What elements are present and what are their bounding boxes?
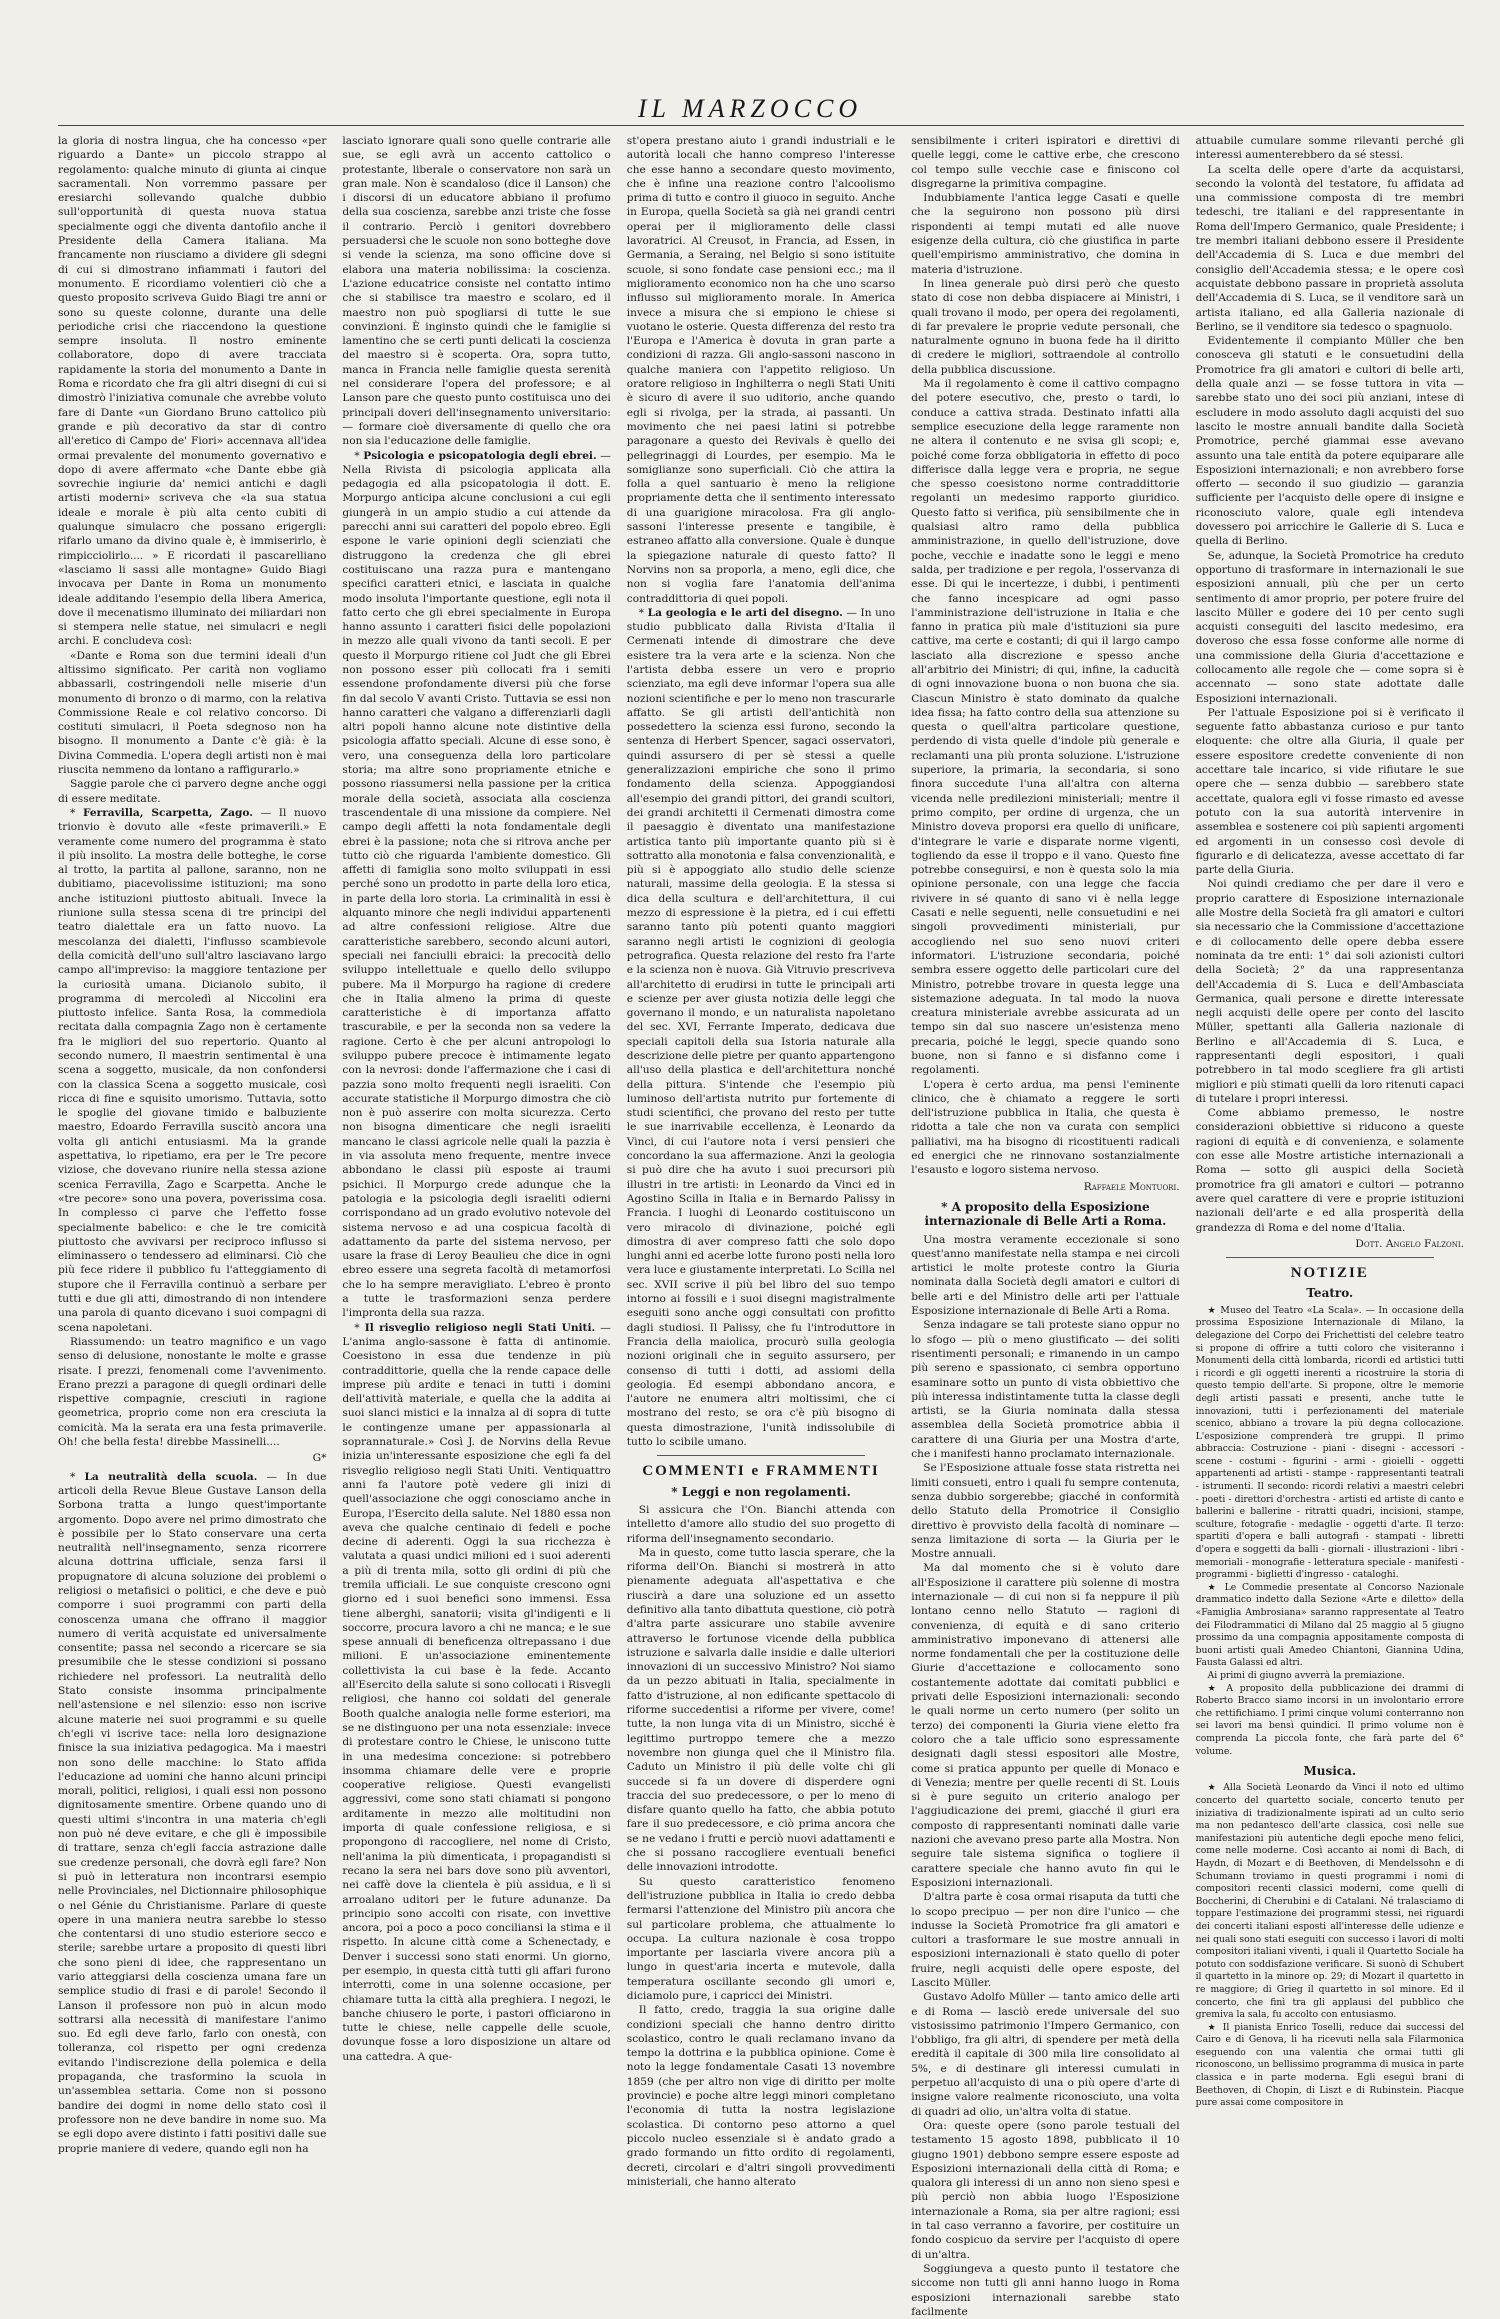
article-entry: * La geologia e le arti del disegno. — In uno studio pubblicato dalla Rivista d'Italia il Cermenati intende di dimostrare che deve esistere tra la vera arte e la scienza. Non che l'artista debba essere un vero e proprio scienziato, ma egli deve informar l'opera sua alle nozioni scientifiche e per lo meno non trascurarle affatto. Se gli artisti dell'antichità non possedettero la scienza essi furono, secondo la sentenza di Herbert Spencer, sagaci osservatori, quindi assursero di per sè stessi a quelle generalizzazioni empiriche che sono il primo fondamento della scienza. Appoggiandosi all'esempio dei grandi pittori, dei grandi scultori, dei grandi architetti il Cermenati dimostra come il paesaggio è diventato una manifestazione artistica tanto più importante quanto più si è sottratto alla monotonia e falsa convenzionalità, e più si è appoggiato allo studio delle scienze naturali, massime della geologia. E la stessa si dica della scultura e dell'architettura, il cui mezzo di espressione è la pietra, ed i cui effetti saranno tanto più potenti quanto maggiori saranno negli artisti le cognizioni di geologia petrografica. Questa relazione del resto fra l'arte e la scienza non è nuova. Già Vitruvio prescriveva all'architetto di erudirsi in tutte le principali arti e scienze per aver giusta notizia delle leggi che governano il mondo, e un naturalista napoletano del sec. XVI, Ferrante Imperato, dedicava due speciali capitoli della sua Istoria naturale alla descrizione delle pietre per quanto appartengono all'uso della plastica e dell'architettura nonché della pittura. S'intende che l'esempio più luminoso dell'artista nutrito pur fortemente di studi scientifici, che provano del resto per tutte le sue inarrivabile eccellenza, è Leonardo da Vinci, di cui l'autore nota i versi pensieri che concordano la sua affermazione. Anzi la geologia si può dire che ha avuto i suoi precursori più illustri in tre artisti: in Leonardo da Vinci ed in Agostino Scilla in Italia e in Bernardo Palissy in Francia. I luoghi di Leonardo costituiscono un vero miracolo di divinazione, poiché egli dimostra di aver compreso fatti che solo dopo lunghi anni ed acerbe lotte furono posti nella loro vera luce e giustamente interpretati. Lo Scilla nel sec. XVII scrive il più bel libro del suo tempo intorno ai fossili e i suoi disegni magistralmente eseguiti sono anche oggi consultati con profitto dagli studiosi. Il Palissy, che fu l'introduttore in Francia della maiolica, procurò sulla geologia nozioni originali che in seguito assursero, per consenso di tutti i dotti, ad assiomi della geologia. Ed esempi abbondano ancora, e l'autore ne enumera altri moltissimi, che ci mostrano del resto, se ora c'è più bisogno di questa dimostrazione, l'unità indissolubile di tutto lo scibile umano. — [626, 606, 896, 1449]
section-heading: NOTIZIE — [1290, 1265, 1369, 1282]
news-item: ★ A proposito della pubblicazione dei drammi di Roberto Bracco siamo incorsi in un involontario errore che rettifichiamo. I primi cinque volumi conterranno non sei lavori ma bensì quindici. Il primo volume non è comprenda La piccola fonte, che farà parte del 6° volume. — [1195, 1682, 1464, 1757]
paragraph: — Il nuovo trionvio è dovuto alle «feste primaverili.» E veramente come numero del programma è stato il più insolito. La mostra delle botteghe, le corse al trotto, la partita al pallone, saranno, non ne dubitiamo, piacevolissime istituzioni; ma sono anche istituzioni piuttosto abituali. Invece la riunione sulla stessa scena di tre principi del teatro dialettale era un fatto nuovo. La mescolanza dei dialetti, l'influsso scambievole della comicità dell'uno sull'altro lasciavano largo campo all'impreviso: la maggiore tentazione per la curiosità umana. Dicianolo subito, il programma di mercoledì al Niccolini era piuttosto infelice. Santa Rosa, la commediola recitata dalla compagnia Zago non è certamente fra le migliori del suo repertorio. Quanto al secondo numero, Il maestrin sentimental è una scena a soggetto, musicale, da non confondersi con la classica Scena a soggetto musicale, così ricca di fine e squisito umorismo. Tuttavia, sotto le spoglie del giovane timido e balbuziente maestro, Edoardo Ferravilla suscitò ancora una volta gli antichi entusiasmi. Ma la grande aspettativa, lo ripetiamo, era per le Tre pecore viziose, che dovevano riunire nella stessa azione scenica Ferravilla, Zago e Scarpetta. Anche le «tre pecore» sono una povera, poverissima cosa. In complesso ci parve che l'effetto fosse specialmente babelico: e che le tre comicità piuttosto che avvivarsi per reciproco influsso si eliminassero o tendessero ad eliminarsi. Ciò che più fece ridere il pubblico fu l'atteggiamento di stupore che il Ferravilla continuò a serbare per tutti e due gli atti, dimostrando di non intendere una parola di quanto dicevano i suoi compagni di scena napoletani. — [58, 806, 327, 1334]
paragraph: Su questo caratteristico fenomeno dell'istruzione pubblica in Italia io credo debba fermarsi l'attenzione del Ministro più ancora che sul particolare problema, che attualmente lo occupa. La cultura nazionale è cosa troppo importante per lasciarla vivere ancora più a lungo in quest'aria incerta e mutevole, dalla temperatura oscillante secondo gli umori e, diciamolo pure, i capricci dei Ministri. — [626, 1875, 896, 2002]
paragraph: — In due articoli della Revue Bleue Gustave Lanson della Sorbona tratta a lungo quest'importante argomento. Dopo avere nel primo dimostrato che è possibile per lo Stato conservare una certa neutralità nell'insegnamento, senza ricorrere alcuna dottrina ufficiale, senza farsi il propugnatore di alcuna soluzione dei problemi o religiosi o metafisici o politici, e che deve e può comporre i suoi programmi con parti della conoscenza umana che offrano il maggior numero di verità acquistate ed universalmente consentite; passa nel secondo a ricercare se sia presumibile che le stesse condizioni si possano richiedere nel professori. La neutralità dello Stato consiste insomma principalmente nell'astensione e nel silenzio: esso non iscrive alcune materie nei suoi programmi e su quelle ch'egli vi iscrive tace: nella loro designazione finisce la sua iniziativa pedagogica. Ma i maestri non sono delle macchine: lo Stato affida l'educazione ad uomini che hanno alcuni principi morali, politici, religiosi, i quali essi non possono dignitosamente smentire. Orbene quando uno di questi ultimi s'incontra in una materia ch'egli non può né deve evitare, e che gli è impossibile di trattare, senza ch'egli faccia astrazione dalle sue credenze personali, che dovrà egli fare? Non si può in letteratura non incontrarsi esempio nelle Provinciales, nel Dictionnaire philosophique o nel Génie du Christianisme. Parlare di queste opere in una maniera neutra sarebbe lo stesso che contentarsi di uno studio esteriore secco e sterile; sarebbe urtare a proposito di questi libri che sono pieni di idee, che rappresentano un vario atteggiarsi della coscienza umana fare un semplice studio di frasi e di parole! Secondo il Lanson il professore non può in alcun modo sottrarsi alla necessità di manifestare l'animo suo. Ed egli deve farlo, farlo con onestà, con tolleranza, col rispetto per ogni credenza evitando l'indiscrezione della polemica e della propaganda, che trasformino la scuola in un'assemblea settaria. Come non si possono bandire dei dogmi in nome dello stato così il professore non ne deve bandire in nome suo. Ma se egli dopo avere distinto i fatti positivi dalle sue proprie maniere di vedere, quando egli non ha — [58, 1470, 327, 2155]
article-heading: * Leggi e non regolamenti. — [671, 1484, 851, 1499]
paragraph: D'altra parte è cosa ormai risaputa da tutti che lo scopo precipuo — per non dire l'unico — che indusse la Società Promotrice fra gli amatori e cultori a trasformare le sue mostre annuali in esposizioni internazionali è stato quello di poter fruire, negli acquisti delle opere esposte, del Lascito Müller. — [911, 1891, 1180, 1989]
paragraph: Evidentemente il compianto Müller che ben conosceva gli statuti e le consuetudini della Promotrice fra gli amatori e cultori di belle arti, della quale anzi — se fosse tuttora in vita — sarebbe stato uno dei soci più anziani, intese di escludere in modo assoluto dagli acquisti del suo lascito le mostre annuali bandite dalla Società Promotrice, perché giammai esse avevano assunto una tale entità da potere equiparare alle Esposizioni internazionali; e non avrebbero forse offerto — secondo il suo giudizio — garanzia sufficiente per l'acquisto delle opere di insigne e riconosciuto valore, quale egli intendeva dovessero poi arricchire le Gallerie di S. Luca e quella di Berlino. — [1195, 335, 1464, 548]
signature: Raffaele Montuori. — [1083, 1180, 1180, 1193]
column-3 — [627, 134, 895, 2319]
column-5 — [1196, 134, 1464, 2319]
column-4 — [911, 134, 1179, 2319]
section-divider — [1226, 1257, 1434, 1258]
paragraph: Per l'attuale Esposizione poi si è verificato il seguente fatto abbastanza curioso e pur tanto eloquente: che oltre alla Giuria, il quale per essere espositore credette conveniente di non accettare tale incarico, si vide rifiutare le sue opere che — senza dubbio — sarebbero state accettate, qualora egli vi fosse rimasto ed avesse potuto con la sua autorità intervenire in assemblea e sostenere coi più sapienti argomenti ed argomenti in un consesso così devole di figurarlo e di delicatezza, avesse accettato di far parte della Giuria. — [1195, 706, 1464, 877]
paragraph: Riassumendo: un teatro magnifico e un vago senso di delusione, nonostante le molte e grasse risate. I prezzi, fenomenali come l'avvenimento. Erano prezzi a paragone di quegli ordinari delle rispettive compagnie, cresciuti in ragione geometrica, proprio come non era cresciuta la comicità. Ma la serata era una festa primaverile. Oh! che bella festa! direbbe Massinelli.... — [58, 1335, 327, 1449]
paragraph: Senza indagare se tali proteste siano oppur no lo sfogo — più o meno giustificato — dei soliti risentimenti personali; e rimanendo in un campo più sereno e spassionato, ci sembra opportuno esaminare sotto un punto di vista obbiettivo che più interessa indistintamente tutta la classe degli artisti, se la Giuria nominata dalla stessa assemblea della Società promotrice abbia il carattere di una Giuria per una Mostra d'arte, che i manifesti hanno proclamato internazionale. — [911, 1319, 1180, 1461]
paragraph: La scelta delle opere d'arte da acquistarsi, secondo la volontà del testatore, fu affidata ad una commissione composta di tre membri tedeschi, tre italiani e del rappresentante in Roma dell'Impero Germanico, quale Presidente; i tre membri italiani debbono essere il Presidente dell'Accademia di S. Luca e due membri del consiglio dell'Accademia stessa; e le opere così acquistate debbono passare in proprietà assoluta dell'Accademia di S. Luca, se il venditore sarà un artista italiano, ed alla Galleria nazionale di Berlino, se il venditore sia tedesco o spagnuolo. — [1195, 163, 1464, 333]
paragraph: Se l'Esposizione attuale fosse stata ristretta nei limiti consueti, entro i quali fu sempre contenuta, senza dubbio sorgerebbe; giacché in conformità dello Statuto della Promotrice il Consiglio direttivo è provvisto della facoltà di nominare — senza limitazione di sorta — la Giuria per le Mostre annuali. — [911, 1462, 1180, 1561]
article-heading: Psicologia e psicopatologia degli ebrei. — [363, 449, 597, 462]
paragraph: Saggie parole che ci parvero degne anche oggi di essere meditate. — [58, 778, 327, 805]
paragraph: attuabile cumulare somme rilevanti perché gli interessi aumenterebbero da sé stessi. — [1195, 135, 1464, 162]
news-item: ★ Le Commedie presentate al Concorso Nazionale drammatico indetto dalla Sezione «Arte e diletto» della «Famiglia Ambrosiana» saranno rappresentate al Teatro dei Filodrammatici di Milano dal 25 maggio al 5 giugno prossimo da una compagnia appositamente composta di buoni artisti quali Amedeo Chiantoni, Giannina Udina, Fausta Galassi ed altri. — [1195, 1581, 1464, 1669]
paragraph: Ma dal momento che si è voluto dare all'Esposizione il carattere più solenne di mostra internazionale — di cui non si fa neppure il più lontano cenno nello Statuto — ragioni di convenienza, di equità e di sano criterio amministrativo imponevano di attenersi alle norme fondamentali che per la costituzione delle Giurie d'accettazione e collocamento sono costantemente adottate dai comitati pubblici e privati delle Esposizioni internazionali: secondo le quali norme un certo numero (per solito un terzo) dei componenti la Giuria viene eletto fra coloro che a tale ufficio sono espressamente designati dagli stessi espositori alle Mostre, come si pratica appunto per quelle di Monaco e di Venezia; mentre per quelle recenti di St. Louis si è pure seguito un criterio analogo per l'aggiudicazione dei premi, giacché il giuri era composto di rappresentanti nominati dalle varie nazioni che avevano preso parte alla Mostra. Non seguire tale sistema significa o togliere il carattere speciale che hanno avuto fin qui le Esposizioni internazionali. — [911, 1562, 1180, 1889]
news-item: ★ Museo del Teatro «La Scala». — In occasione della prossima Esposizione Internazionale di Milano, la delegazione del Corpo dei Frichettisti del celebre teatro si propone di offrire a tutti coloro che visiteranno i Monumenti della città lombarda, ricordi ed artistici tutti i ricordi e gli oggetti inerenti a ricostruire la storia di questo tempio dell'arte. Si propone, oltre le memorie degli artisti passati e presenti, anche tutte le innovazioni, tutti i perfezionamenti del materiale scenico, abbiano a trovare la più degna collocazione. L'esposizione comprenderà tre gruppi. Il primo abbraccia: Costruzione - piani - disegni - accessori - scene - costumi - figurini - armi - gioielli - oggetti appartenenti ad artisti - stampe - rappresentanti teatrali - istrumenti. Il secondo: ricordi relativi a maestri celebri - poeti - direttori d'orchestra - artisti ed artiste di canto e ballerini e ballerine - ritratti quadri, incisioni, stampe, sculture, fotografie - medaglie - oggetti d'arte. Il terzo: spartiti d'opera e balli autografi - stampati - libretti d'opera e soggetti da balli - giornali - illustrazioni - libri - memoriali - monografie - letteratura speciale - manifesti - programmi - biglietti d'ingresso - cataloghi. — [1195, 1304, 1464, 1581]
paragraph: Una mostra veramente eccezionale si sono quest'anno manifestate nella stampa e nei circoli artistici le molte proteste contro la Giuria nominata dalla Società degli amatori e cultori di belle arti e del Ministro delle arti per l'attuale Esposizione internazionale di Belle Arti a Roma. — [911, 1233, 1180, 1318]
paragraph: Ai primi di giugno avverrà la premiazione. — [1207, 1669, 1405, 1681]
paragraph: L'opera è certo ardua, ma pensi l'eminente clinico, che è chiamato a reggere le sorti dell'istruzione pubblica in Italia, che questa è ridotta a tale che non va curata con semplici palliativi, ma ha bisogno di ricostituenti radicali ed energici che ne rinnovano sostanzialmente l'esausto e logoro sistema nervoso. — [911, 1078, 1180, 1177]
article-entry: * Ferravilla, Scarpetta, Zago. — Il nuovo trionvio è dovuto alle «feste primaverili.» E veramente come numero del programma è stato il più insolito. La mostra delle botteghe, le corse al trotto, la partita al pallone, saranno, non ne dubitiamo, piacevolissime istituzioni; ma sono anche istituzioni piuttosto abituali. Invece la riunione sulla stessa scena di tre principi del teatro dialettale era un fatto nuovo. La mescolanza dei dialetti, l'influsso scambievole della comicità dell'uno sull'altro lasciavano largo campo all'impreviso: la maggiore tentazione per la curiosità umana. Dicianolo subito, il programma di mercoledì al Niccolini era piuttosto infelice. Santa Rosa, la commediola recitata dalla compagnia Zago non è certamente fra le migliori del suo repertorio. Quanto al secondo numero, Il maestrin sentimental è una scena a soggetto, musicale, da non confondersi con la classica Scena a soggetto musicale, così ricca di fine e squisito umorismo. Tuttavia, sotto le spoglie del giovane timido e balbuziente maestro, Edoardo Ferravilla suscitò ancora una volta gli antichi entusiasmi. Ma la grande aspettativa, lo ripetiamo, era per le Tre pecore viziose, che dovevano riunire nella stessa azione scenica Ferravilla, Zago e Scarpetta. Anche le «tre pecore» sono una povera, poverissima cosa. In complesso ci parve che l'effetto fosse specialmente babelico: e che le tre comicità piuttosto che avvivarsi per reciproco influsso si eliminassero o tendessero ad eliminarsi. Ciò che più fece ridere il pubblico fu l'atteggiamento di stupore che il Ferravilla continuò a serbare per tutti e due gli atti, dimostrando di non intendere una parola di quanto dicevano i suoi compagni di scena napoletani. — [58, 806, 327, 1334]
article-heading: Il risveglio religioso negli Stati Uniti. — [364, 1321, 596, 1334]
article-heading: Ferravilla, Scarpetta, Zago. — [82, 806, 253, 819]
column-2 — [342, 134, 610, 2319]
paragraph: Ora: queste opere (sono parole testuali del testamento 15 agosto 1898, pubblicato il 10 giugno 1901) debbono sempre essere esposte ad Esposizioni internazionali della città di Roma; e qualora gli interessi di un anno non sieno spesi e più perciò non abbia luogo l'Esposizione internazionale a Roma, sia per altre ragioni; essi in tal caso verranno a favorire, per costituire un fondo cospicuo da servire per l'acquisto di opere di un'altra. — [911, 2119, 1180, 2261]
paragraph: Ma in questo, come tutto lascia sperare, che la riforma dell'On. Bianchi si mostrerà in atto pienamente adeguata all'aspettativa e che riuscirà a dare una soluzione ed un assetto definitivo alla tanto dibattuta questione, ciò potrà d'altra parte assicurare uno stabile avvenire attraverso le fortunose vicende della pubblica istruzione e salvarla dalle insidie e dalle ulteriori innovazioni di un successivo Ministro? Noi siamo da un pezzo abituati in Italia, specialmente in fatto d'istruzione, al non edificante spettacolo di riforme succedentisi a riforme per vivere, come! tutte, la non lunga vita di un Ministro, sicché è legittimo purtroppo temere che a mezzo novembre non giunga quel che il Ministro fila. Caduto un Ministro il più delle volte chi gli succede si fa un dovere di disperdere ogni traccia del suo predecessore, o per lo meno di disfare quanto quello ha fatto, che abbia potuto fare il suo predecessore, e ciò prima ancora che se ne vedano i frutti e perciò nuovi adattamenti e che si possano raccogliere eventuali benefici delle innovazioni introdotte. — [626, 1546, 896, 1874]
paragraph: Si assicura che l'On. Bianchi attenda con intelletto d'amore allo studio del suo progetto di riforma dell'insegnamento secondario. — [626, 1503, 896, 1545]
article-heading: * A proposito della Esposizione internazionale di Belle Arti a Roma. — [924, 1199, 1167, 1229]
paragraph: Indubbiamente l'antica legge Casati e quelle che la seguirono non possono più dirsi rispondenti ai tempi mutati ed alle nuove esigenze della cultura, ciò che giustifica in parte quell'empirismo amministrativo, che domina in materia d'istruzione. — [911, 192, 1180, 276]
paragraph: sensibilmente i criteri ispiratori e direttivi di quelle leggi, come le cattive erbe, che crescono col tempo sulle vecchie case e finiscono col disgregarne la primitiva compagine. — [911, 135, 1180, 190]
text-columns — [58, 134, 1464, 2318]
paragraph: st'opera prestano aiuto i grandi industriali e le autorità locali che hanno compreso l'interesse che esse hanno a secondare questo movimento, che è infine una reazione contro l'alcoolismo prima di tutto e contro il giuoco in seguito. Anche in Europa, quella Società sa già nei grandi centri operai per il miglioramento delle classi lavoratrici. Al Creusot, in Francia, ad Essen, in Germania, a Seraing, nel Belgio si sono istituite scuole, si sono fondate case pensioni ecc.; ma il miglioramento economico non ha che uno scarso influsso sul miglioramento morale. In America invece a misura che si empiono le chiese si vuotano le osterie. Questa differenza del resto tra l'Europa e l'America è dovuta in gran parte a condizioni di razza. Gli anglo-sassoni nascono in qualche maniera con l'appetito religioso. Un oratore religioso in Inghilterra o negli Stati Uniti è sicuro di avere il suo uditorio, anche quando egli si rivolga, per la strada, ai passanti. Un movimento che nei paesi latini si potrebbe paragonare a questo dei Revivals è quello dei pellegrinaggi di Lourdes, per esempio. Ma le somiglianze sono superficiali. Ciò che attira la folla a quel santuario è meno la religione propriamente detta che il sentimento interessato di una guarigione miracolosa. Fra gli anglo-sassoni l'interesse presente e tangibile, è estraneo affatto alla conversione. Quale è dunque la spiegazione naturale di questo fatto? Il Norvins non sa proporla, a meno, egli dice, che non si voglia fare l'anatomia dell'anima contraddittoria di quei popoli. — [626, 135, 896, 605]
section-divider — [657, 1455, 865, 1456]
section-heading: COMMENTI e FRAMMENTI — [642, 1463, 880, 1480]
article-entry: * Psicologia e psicopatologia degli ebrei. — Nella Rivista di psicologia applicata alla pedagogia ed alla psicopatologia il dott. E. Morpurgo anticipa alcune conclusioni a cui egli giungerà in un ampio studio a cui attende da parecchi anni sui caratteri del popolo ebreo. Egli espone le varie opinioni degli scienziati che distruggono la credenza che gli ebrei costituiscano una razza pura e mantengano specifici caratteri etnici, e lasciata in qualche modo insoluta l'importante questione, egli nota il fatto certo che gli ebrei specialmente in Europa hanno assunto i caratteri fisici delle popolazioni in mezzo alle quali vivono da tanti secoli. E per questo il Morpurgo ritiene col Judt che gli Ebrei non possono esser più collocati fra i semiti essendone profondamente diversi più che forse fin dal secolo V avanti Cristo. Tuttavia se essi non hanno caratteri che valgano a differenziarli dagli altri popoli hanno alcune note distintive della psicologia affatto speciali. Alcune di esse sono, è vero, una conseguenza della loro particolare storia; ma altre sono propriamente etniche e possono riassumersi nella passione per la critica morale della società, associata alla coscienza trascendentale di una missione da compiere. Nel campo degli affetti la nota fondamentale degli ebrei è la passione; nota che si ritrova anche per tutto ciò che riguarda l'ambiente domestico. Gli affetti di famiglia sono molto sviluppati in essi perché sono un prodotto in parte della loro etica, in parte della loro storia. La criminalità in essi è alquanto minore che negli individui appartenenti ad altre confessioni religiose. Altre due caratteristiche sarebbero, secondo alcuni autori, speciali nei fanciulli ebraici: la precocità dello sviluppo intellettuale e quello dello sviluppo pubere. Ma il Morpurgo ha ragione di credere che in Italia almeno la prima di queste caratteristiche è di importanza affatto trascurabile, e per la seconda non sa vedere la ragione. Certo è che per alcuni antropologi lo sviluppo pubere precoce è intimamente legato con la nevrosi: donde l'affermazione che i casi di pazzia sono molto frequenti negli israeliti. Con accurate statistiche il Morpurgo dimostra che ciò non è può asserire con molta sicurezza. Certo non bisogna dimenticare che negli israeliti mancano le classi agricole nelle quali la pazzia è in via assoluta meno frequente, mentre invece abbondano le classi più esposte ai traumi psichici. Il Morpurgo crede adunque che la patologia e la psicologia degli israeliti odierni corrispondano ad un grado evolutivo notevole del sistema nervoso e ad una cospicua facoltà di adattamento da parte del sistema nervoso, per usare la frase di Leroy Beaulieu che dice in ogni ebreo essere una segreta facoltà di metamorfosi che lo ha sempre meravigliato. L'ebreo è pronto a tutte le trasformazioni senza perdere l'impronta della sua razza. — [342, 449, 611, 1320]
signature: Dott. Angelo Falzoni. — [1355, 1237, 1464, 1250]
paragraph: Noi quindi crediamo che per dare il vero e proprio carattere di Esposizione internazionale alle Mostre della Società fra gli amatori e cultori sia necessario che la Commissione d'accettazione e di collocamento delle opere debba essere nominata da tre enti: 1° dai soli azionisti cultori della Società; 2° da una rappresentanza dell'Accademia di S. Luca e dell'Ambasciata Germanica, quali persone e dirette interessate negli acquisti delle opere per conto del lascito Müller, spettanti alla Galleria nazionale di Berlino e all'Accademia di S. Luca, e rappresentanti degli espositori, i quali potrebbero in tal modo scegliere fra gli artisti migliori e più stimati quelli da loro ritenuti capaci di tutelare i propri interessi. — [1195, 878, 1464, 1105]
paragraph: Il fatto, credo, traggia la sua origine dalle condizioni speciali che hanno dentro diritto scolastico, contro le quali reclamano invano da tempo la dottrina e la pubblica opinione. Come è noto la legge fondamentale Casati 13 novembre 1859 (che per altro non vige di diritto per molte provincie) e poche altre leggi minori completano l'economia di tutta la nostra legislazione scolastica. Di contorno peso attorno a quel piccolo nucleo essenziale si è andato grado a grado formando un fitto ordito di regolamenti, decreti, circolari e d'altri singoli provvedimenti ministeriali, che hanno alterato — [626, 2004, 896, 2188]
page-header-title: IL MARZOCCO — [637, 94, 863, 123]
column-1 — [58, 134, 326, 2319]
paragraph: In linea generale può dirsi però che questo stato di cose non debba dispiacere ai Ministri, i quali trovano il modo, per opera dei regolamenti, di far prevalere le proprie vedute personali, che naturalmente ognuno in buona fede ha il diritto di credere le migliori, sottraendole al controllo della pubblica discussione. — [911, 277, 1180, 376]
paragraph: — L'anima anglo-sassone è fatta di antinomie. Coesistono in essa due tendenze in più contraddittorie, quella che la rende capace delle imprese più ardite e tenaci in tutti i domini dell'attività materiale, e quella che la addita ai suoi slanci mistici e la innalza al di sopra di tutte le contingenze umane per appassionarla al soprannaturale.» Così J. de Norvins della Revue inizia un'interessante esposizione che egli fa del risveglio religioso negli Stati Uniti. Ventiquattro anni fa l'autore potè vedere gli inizi di quell'associazione che oggi conosciamo anche in Europa, l'Esercito della salute. Nel 1880 essa non aveva che qualche centinaio di fedeli e poche decine di aderenti. Oggi la sua ricchezza è valutata a quasi undici milioni ed i suoi aderenti a più di trenta mila, sotto gli ordini di più che tremila ufficiali. Le sue conquiste crescono ogni giorno ed i suoi benefici sono immensi. Essa tiene alberghi, sanatorii; visita gl'indigenti e li soccorre, procura lavoro a chi ne manca; e le sue spese annuali di beneficenza oltrepassano i due milioni. E un'associazione eminentemente collettivista la cui base è la fede. Accanto all'Esercito della salute si sono collocati i Risvegli religiosi, che hanno coi soldati del generale Booth qualche analogia nelle forme esteriori, ma se ne distinguono per una nota essenziale: invece di protestare contro le Chiese, le uniscono tutte in una medesima concezione: si potrebbero insomma chiamare delle vere e proprie cooperative religiose. Questi evangelisti aggressivi, come sono stati chiamati si pongono arditamente in mezzo alle moltitudini non importa di quale confessione religiosa, e si propongono di raccogliere, nel nome di Cristo, nell'anima la più dimenticata, i propagandisti si recano la sera nei bars dove sono più avventori, nei caffè dove la clientela è più assidua, e lì si arroalano uditori per le future adunanze. Da principio sono accolti con risate, con invettive ancora, poi a poco a poco conciliansi la stima e il rispetto. In alcune città come a Schenectady, e Denver i successi sono stati enormi. Un giorno, per esempio, in questa città tutti gli affari furono interrotti, come in una solenne occasione, per chiamare tutta la città alla preghiera. I negozi, le banche chiusero le porte, i pastori officiarono in tutte le chiese, nelle cappelle delle scuole, dovunque fosse a loro disposizione un altare od una cattedra. A que- — [342, 1321, 611, 2063]
paragraph: lasciato ignorare quali sono quelle contrarie alle sue, se egli avrà un accento cattolico o protestante, liberale o conservatore non sarà un gran male. Non è scandaloso (dice il Lanson) che i discorsi di un educatore abbiano il profumo della sua coscienza, sarebbe anzi triste che fosse il contrario. Perciò i genitori dovrebbero persuadersi che le scuole non sono botteghe dove si vende la scienza, ma sono officine dove si elabora una materia nobilissima: la coscienza. L'azione educatrice consiste nel contatto intimo che si stabilisce tra maestro e scolaro, ed il maestro non può spogliarsi di tutte le sue convinzioni. È inginsto quindi che le famiglie si lamentino che se certi punti delicati la coscienza del maestro si è scoperta. Ora, sopra tutto, manca in Francia nelle famiglie questa serenità nel considerare l'opera del professore; e al Lanson pare che questo punto costituisca uno dei principali doveri dell'insegnamento universitario: — formare cioè diversamente di quello che ora non sia l'educazione delle famiglie. — [342, 135, 611, 448]
subsection-heading: Musica. — [1303, 1764, 1357, 1779]
paragraph: Ma il regolamento è come il cattivo compagno del potere esecutivo, che, presto o tardi, lo conduce a cattiva strada. Destinato infatti alla semplice esecuzione della legge raramente non ne altera il contenuto e ne svisa gli scopi; e, poiché come forza obbligatoria in effetto di poco differisce dalla legge vera e propria, ne segue che spesso coesistono norme contraddittorie regolanti un medesimo rapporto giuridico. Questo fatto si verifica, più sensibilmente che in qualsiasi altro ramo della pubblica amministrazione, in quello dell'istruzione, dove poche, vecchie e inadatte sono le leggi e meno salda, per tradizione e per regola, l'osservanza di esse. Di qui le incertezze, i dubbi, i pentimenti che fanno incespicare ad ogni passo l'amministrazione dell'istruzione in Italia e che fanno in pratica più male d'istituzioni sia pure cattive, ma certe e costanti; di qui il largo campo lasciato alla discrezione e spesso anche all'arbitrio dei Ministri; di qui, infine, la caducità di ogni innovazione buona o non buona che sia. Ciascun Ministro è stato dominato da qualche idea fissa; ha fatto contro della sua attenzione su questa o quell'altra particolare questione, perdendo di vista quelle d'indole più generale e reclamanti una più pronta soluzione. L'istruzione superiore, la primaria, la secondaria, si sono finora succedute l'una all'altra con alterna vicenda nelle predilezioni ministeriali; mentre il primo compito, per ordine di urgenza, che un Ministro doveva proporsi era quello di unificare, d'integrare le varie e disparate norme vigenti, togliendo da esse il troppo e il vano. Questo fine potrebbe conseguirsi, e non è questa solo la mia opinione personale, con una legge che faccia rivivere in sé quanto di sano vi è nella legge Casati e nelle seguenti, nelle consuetudini e nei singoli provvedimenti ministeriali, pur accogliendo nel suo seno nuovi criteri informatori. L'istruzione secondaria, poiché sembra essere oggetto delle particolari cure del Ministro, potrebbe trovare in questa legge una sistemazione adeguata. In tal modo la nuova creatura ministeriale avrebbe assicurata ad un tempo sin dal suo nascere un'esistenza meno precaria, poiché le leggi, specie quando sono buone, non si fanno e si disfanno come i regolamenti. — [911, 378, 1180, 1077]
paragraph: Soggiungeva a questo punto il testatore che siccome non tutti gli anni hanno luogo in Roma esposizioni internazionali sarebbe stato facilmente — [911, 2262, 1180, 2318]
paragraph: — Nella Rivista di psicologia applicata alla pedagogia ed alla psicopatologia il dott. E. Morpurgo anticipa alcune conclusioni a cui egli giungerà in un ampio studio a cui attende da parecchi anni sui caratteri del popolo ebreo. Egli espone le varie opinioni degli scienziati che distruggono la credenza che gli ebrei costituiscano una razza pura e mantengano specifici caratteri etnici, e lasciata in qualche modo insoluta l'importante questione, egli nota il fatto certo che gli ebrei specialmente in Europa hanno assunto i caratteri fisici delle popolazioni in mezzo alle quali vivono da tanti secoli. E per questo il Morpurgo ritiene col Judt che gli Ebrei non possono esser più collocati fra i semiti essendone profondamente diversi più che forse fin dal secolo V avanti Cristo. Tuttavia se essi non hanno caratteri che valgano a differenziarli dagli altri popoli hanno alcune note distintive della psicologia affatto speciali. Alcune di esse sono, è vero, una conseguenza della loro particolare storia; ma altre sono propriamente etniche e possono riassumersi nella passione per la critica morale della società, associata alla coscienza trascendentale di una missione da compiere. Nel campo degli affetti la nota fondamentale degli ebrei è la passione; nota che si ritrova anche per tutto ciò che riguarda l'ambiente domestico. Gli affetti di famiglia sono molto sviluppati in essi perché sono un prodotto in parte della loro etica, in parte della loro storia. La criminalità in essi è alquanto minore che negli individui appartenenti ad altre confessioni religiose. Altre due caratteristiche sarebbero, secondo alcuni autori, speciali nei fanciulli ebraici: la precocità dello sviluppo intellettuale e quello dello sviluppo pubere. Ma il Morpurgo ha ragione di credere che in Italia almeno la prima di queste caratteristiche è di importanza affatto trascurabile, e per la seconda non sa vedere la ragione. Certo è che per alcuni antropologi lo sviluppo pubere precoce è intimamente legato con la nevrosi: donde l'affermazione che i casi di pazzia sono molto frequenti negli israeliti. Con accurate statistiche il Morpurgo dimostra che ciò non è può asserire con molta sicurezza. Certo non bisogna dimenticare che negli israeliti mancano le classi agricole nelle quali la pazzia è in via assoluta meno frequente, mentre invece abbondano le classi più esposte ai traumi psichici. Il Morpurgo crede adunque che la patologia e la psicologia degli israeliti odierni corrispondano ad un grado evolutivo notevole del sistema nervoso e ad una cospicua facoltà di adattamento da parte del sistema nervoso, per usare la frase di Leroy Beaulieu che dice in ogni ebreo essere una segreta facoltà di metamorfosi che lo ha sempre meravigliato. L'ebreo è pronto a tutte le trasformazioni senza perdere l'impronta della sua razza. — [342, 449, 611, 1320]
paragraph: — In uno studio pubblicato dalla Rivista d'Italia il Cermenati intende di dimostrare che deve esistere tra la vera arte e la scienza. Non che l'artista debba essere un vero e proprio scienziato, ma egli deve informar l'opera sua alle nozioni scientifiche e per lo meno non trascurarle affatto. Se gli artisti dell'antichità non possedettero la scienza essi furono, secondo la sentenza di Herbert Spencer, sagaci osservatori, quindi assursero di per sè stessi a quelle generalizzazioni empiriche che sono il primo fondamento della scienza. Appoggiandosi all'esempio dei grandi pittori, dei grandi scultori, dei grandi architetti il Cermenati dimostra come il paesaggio è diventato una manifestazione artistica tanto più importante quanto più si è sottratto alla monotonia e falsa convenzionalità, e più si è appoggiato allo studio delle scienze naturali, massime della geologia. E la stessa si dica della scultura e dell'architettura, il cui mezzo di espressione è la pietra, ed i cui effetti saranno tanto più potenti quanto maggiori saranno negli artisti le cognizioni di geologia petrografica. Questa relazione del resto fra l'arte e la scienza non è nuova. Già Vitruvio prescriveva all'architetto di erudirsi in tutte le principali arti e scienze per aver giusta notizia delle leggi che governano il mondo, e un naturalista napoletano del sec. XVI, Ferrante Imperato, dedicava due speciali capitoli della sua Istoria naturale alla descrizione delle pietre per quanto appartengono all'uso della plastica e dell'architettura nonché della pittura. S'intende che l'esempio più luminoso dell'artista nutrito pur fortemente di studi scientifici, che provano del resto per tutte le sue inarrivabile eccellenza, è Leonardo da Vinci, di cui l'autore nota i versi pensieri che concordano la sua affermazione. Anzi la geologia si può dire che ha avuto i suoi precursori più illustri in tre artisti: in Leonardo da Vinci ed in Agostino Scilla in Italia e in Bernardo Palissy in Francia. I luoghi di Leonardo costituiscono un vero miracolo di divinazione, poiché egli dimostra di aver compreso fatti che solo dopo lunghi anni ed acerbe lotte furono posti nella loro vera luce e giustamente interpretati. Lo Scilla nel sec. XVII scrive il più bel libro del suo tempo intorno ai fossili e i suoi disegni magistralmente eseguiti sono anche oggi consultati con profitto dagli studiosi. Il Palissy, che fu l'introduttore in Francia della maiolica, procurò sulla geologia nozioni originali che in seguito assursero, per consenso di tutti i dotti, ad assiomi della geologia. Ed esempi abbondano ancora, e l'autore ne enumera altri moltissimi, che ci mostrano del resto, se ora c'è più bisogno di questa dimostrazione, l'unità indissolubile di tutto lo scibile umano. — [626, 606, 896, 1449]
paragraph: Come abbiamo premesso, le nostre considerazioni obbiettive si riducono a queste ragioni di equità e di convenienza, e solamente con esse alle Mostre artistiche internazionali a Roma — sotto gli auspici della Società promotrice fra gli amatori e cultori — potranno avere quel carattere di vere e proprie istituzioni nazionali dell'arte e ed alla prosperità della grandezza di Roma e del nome d'Italia. — [1195, 1107, 1464, 1234]
header-rule — [58, 125, 1464, 126]
news-item: ★ Alla Società Leonardo da Vinci il noto ed ultimo concerto del quartetto sociale, concerto tenuto per iniziativa di tradizionalmente ispirati ad un culto serio ma non pedantesco dell'arte classica, cosi nelle sue manifestazioni più autentiche degli epoche meno felici, come nelle moderne. Così accanto ai nomi di Bach, di Haydn, di Mozart e di Beethoven, di Mendelssohn e di Schumann troviamo in questi programmi i nomi di compositori recenti classici moderni, come quelli di Boccherini, di Cherubini e di Catalani. Né tralasciamo di toppare l'estimazione dei programmi stessi, nei riguardi dei concerti italiani esposti all'interesse delle udienze e nei quali sono stati eseguiti con successo i lavori di molti compositori italiani viventi, i quali il Quartetto Sociale ha potuto con soddisfazione verificare. Si suonò di Schubert il quartetto in la minore op. 29; di Mozart il quartetto in re maggiore; di Grieg il quartetto in sol minore. Ed il concerto, che finì tra gli applausi del pubblico che gremiva la sala, fu accolto con entusiasmo. — [1195, 1782, 1464, 2021]
paragraph: Gustavo Adolfo Müller — tanto amico delle arti e di Roma — lasciò erede universale del suo vistosissimo patrimonio l'Impero Germanico, con l'obbligo, fra gli altri, di spendere per metà della eredità il capitale di 300 mila lire consolidato al 5%, e di destinare gli interessi cumulati in perpetuo all'acquisto di una o più opere d'arte di insigne valore realmente riconosciuto, una volta di quadri ad olio, un'altra volta di statue. — [911, 1991, 1180, 2118]
news-item: ★ Il pianista Enrico Toselli, reduce dai successi del Cairo e di Genova, li ha ricevuti nella sala Filarmonica eseguendo con una valentia che ormai tutti gli riconoscono, un bellissimo programma di musica in parte classica e in parte moderna. Egli eseguì brani di Beethoven, di Chopin, di Liszt e di Rubinstein. Piacque pure assai come compositore in — [1195, 2021, 1464, 2109]
paragraph: la gloria di nostra lingua, che ha concesso «per riguardo a Dante» un piccolo strappo al regolamento: qualche minuto di giunta ai cinque sacramentali. Non vorremmo passare per eresiarchi sollevando qualche dubbio sull'opportunità di questa nuova statua specialmente oggi che diventa dantofilo anche il Presidente della Camera italiana. Ma francamente non riusciamo a dividere gli sdegni di cui si dimostrano infiammati i fautori del monumento. E ricordiamo volentieri ciò che a questo proposito scriveva Guido Biagi tre anni or sono su queste colonne, durante una delle periodiche crisi che riaccendono la questione sempre insoluta. Il nostro eminente collaboratore, dopo di avere tracciata rapidamente la storia del monumento a Dante in Roma e ricordato che fra gli altri disegni di cui si dimostrò l'iniziativa comunale che avrebbe voluto fare di Dante «un Giordano Bruno cattolico più grande e più decorativo da star di contro all'eretico di Campo de' Fiori» accennava all'idea ormai prevalente del monumento governativo e dopo di avere affermato «che Dante ebbe già sovrechie ingiurie da' nemici antichi e dagli artisti moderni» scriveva che «la sua statua ideale e morale è più alta cento cubiti di qualunque simulacro che possano erigergli: rifarlo umano da divino quale è, è immiserirlo, è rimpicciolirlo.... » E ricordati il pascarelliano «lasciamo li sassi alle montagne» Guido Biagi invocava per Dante in Roma un monumento ideale additando l'esempio della libera America, dove il mecenatismo illuminato dei miliardari non si stempera nelle statue, nei simulacri e negli archi. E concludeva così: — [58, 135, 327, 648]
article-heading: La neutralità della scuola. — [84, 1470, 258, 1483]
signature: G* — [312, 1452, 327, 1465]
article-heading: La geologia e le arti del disegno. — [647, 606, 843, 619]
paragraph: «Dante e Roma son due termini ideali d'un altissimo significato. Per carità non vogliamo abbassarli, costringendoli nelle miserie d'un monumento di bronzo o di marmo, con la relativa Commissione Reale e col relativo concorso. Di costituti simulacri, il Poeta sdegnoso non ha bisogno. Il monumento a Dante c'è già: è la Divina Commedia. L'opera degli artisti non è mai riuscita nemmeno da lontano a raffigurarlo.» — [58, 649, 327, 777]
article-entry: * Il risveglio religioso negli Stati Uniti. — L'anima anglo-sassone è fatta di antinomie. Coesistono in essa due tendenze in più contraddittorie, quella che la rende capace delle imprese più ardite e tenaci in tutti i domini dell'attività materiale, e quella che la addita ai suoi slanci mistici e la innalza al di sopra di tutte le contingenze umane per appassionarla al soprannaturale.» Così J. de Norvins della Revue inizia un'interessante esposizione che egli fa del risveglio religioso negli Stati Uniti. Ventiquattro anni fa l'autore potè vedere gli inizi di quell'associazione che oggi conosciamo anche in Europa, l'Esercito della salute. Nel 1880 essa non aveva che qualche centinaio di fedeli e poche decine di aderenti. Oggi la sua ricchezza è valutata a quasi undici milioni ed i suoi aderenti a più di trenta mila, sotto gli ordini di più che tremila ufficiali. Le sue conquiste crescono ogni giorno ed i suoi benefici sono immensi. Essa tiene alberghi, sanatorii; visita gl'indigenti e li soccorre, procura lavoro a chi ne manca; e le sue spese annuali di beneficenza oltrepassano i due milioni. E un'associazione eminentemente collettivista la cui base è la fede. Accanto all'Esercito della salute si sono collocati i Risvegli religiosi, che hanno coi soldati del generale Booth qualche analogia nelle forme esteriori, ma se ne distinguono per una nota essenziale: invece di protestare contro le Chiese, le uniscono tutte in una medesima concezione: si potrebbero insomma chiamare delle vere e proprie cooperative religiose. Questi evangelisti aggressivi, come sono stati chiamati si pongono arditamente in mezzo alle moltitudini non importa di quale confessione religiosa, e si propongono di raccogliere, nel nome di Cristo, nell'anima la più dimenticata, i propagandisti si recano la sera nei bars dove sono più avventori, nei caffè dove la clientela è più assidua, e lì si arroalano uditori per le future adunanze. Da principio sono accolti con risate, con invettive ancora, poi a poco a poco conciliansi la stima e il rispetto. In alcune città come a Schenectady, e Denver i successi sono stati enormi. Un giorno, per esempio, in questa città tutti gli affari furono interrotti, come in una solenne occasione, per chiamare tutta la città alla preghiera. I negozi, le banche chiusero le porte, i pastori officiarono in tutte le chiese, nelle cappelle delle scuole, dovunque fosse a loro disposizione un altare od una cattedra. A que- — [342, 1321, 611, 2063]
paragraph: Se, adunque, la Società Promotrice ha creduto opportuno di trasformare in internazionali le sue esposizioni annuali, più che per un certo sentimento di amor proprio, per potere fruire del lascito Müller e godere dei 10 per cento sugli acquisti conseguiti del lascito medesimo, era doveroso che essa fosse conforme alle norme di una commissione della Giuria d'accettazione e collocamento alle regole che — come sopra si è accennato — sono state adottate dalle Esposizioni internazionali. — [1195, 549, 1464, 705]
article-entry: * La neutralità della scuola. — In due articoli della Revue Bleue Gustave Lanson della Sorbona tratta a lungo quest'importante argomento. Dopo avere nel primo dimostrato che è possibile per lo Stato conservare una certa neutralità nell'insegnamento, senza ricorrere alcuna dottrina ufficiale, senza farsi il propugnatore di alcuna soluzione dei problemi o religiosi o metafisici o politici, e che deve e può comporre i suoi programmi con parti della conoscenza umana che offrano il maggior numero di verità acquistate ed universalmente consentite; passa nel secondo a ricercare se sia presumibile che le stesse condizioni si possano richiedere nel professori. La neutralità dello Stato consiste insomma principalmente nell'astensione e nel silenzio: esso non iscrive alcune materie nei suoi programmi e su quelle ch'egli vi iscrive tace: nella loro designazione finisce la sua iniziativa pedagogica. Ma i maestri non sono delle macchine: lo Stato affida l'educazione ad uomini che hanno alcuni principi morali, politici, religiosi, i quali essi non possono dignitosamente smentire. Orbene quando uno di questi ultimi s'incontra in una materia ch'egli non può né deve evitare, e che gli è impossibile di trattare, senza ch'egli faccia astrazione dalle sue credenze personali, che dovrà egli fare? Non si può in letteratura non incontrarsi esempio nelle Provinciales, nel Dictionnaire philosophique o nel Génie du Christianisme. Parlare di queste opere in una maniera neutra sarebbe lo stesso che contentarsi di uno studio esteriore secco e sterile; sarebbe urtare a proposito di questi libri che sono pieni di idee, che rappresentano un vario atteggiarsi della coscienza umana fare un semplice studio di frasi e di parole! Secondo il Lanson il professore non può in alcun modo sottrarsi alla necessità di manifestare l'animo suo. Ed egli deve farlo, farlo con onestà, con tolleranza, col rispetto per ogni credenza evitando l'indiscrezione della polemica e della propaganda, che trasformino la scuola in un'assemblea settaria. Come non si possono bandire dei dogmi in nome dello stato così il professore non ne deve bandire in nome suo. Ma se egli dopo avere distinto i fatti positivi dalle sue proprie maniere di vedere, quando egli non ha — [58, 1470, 327, 2155]
subsection-heading: Teatro. — [1306, 1286, 1354, 1301]
